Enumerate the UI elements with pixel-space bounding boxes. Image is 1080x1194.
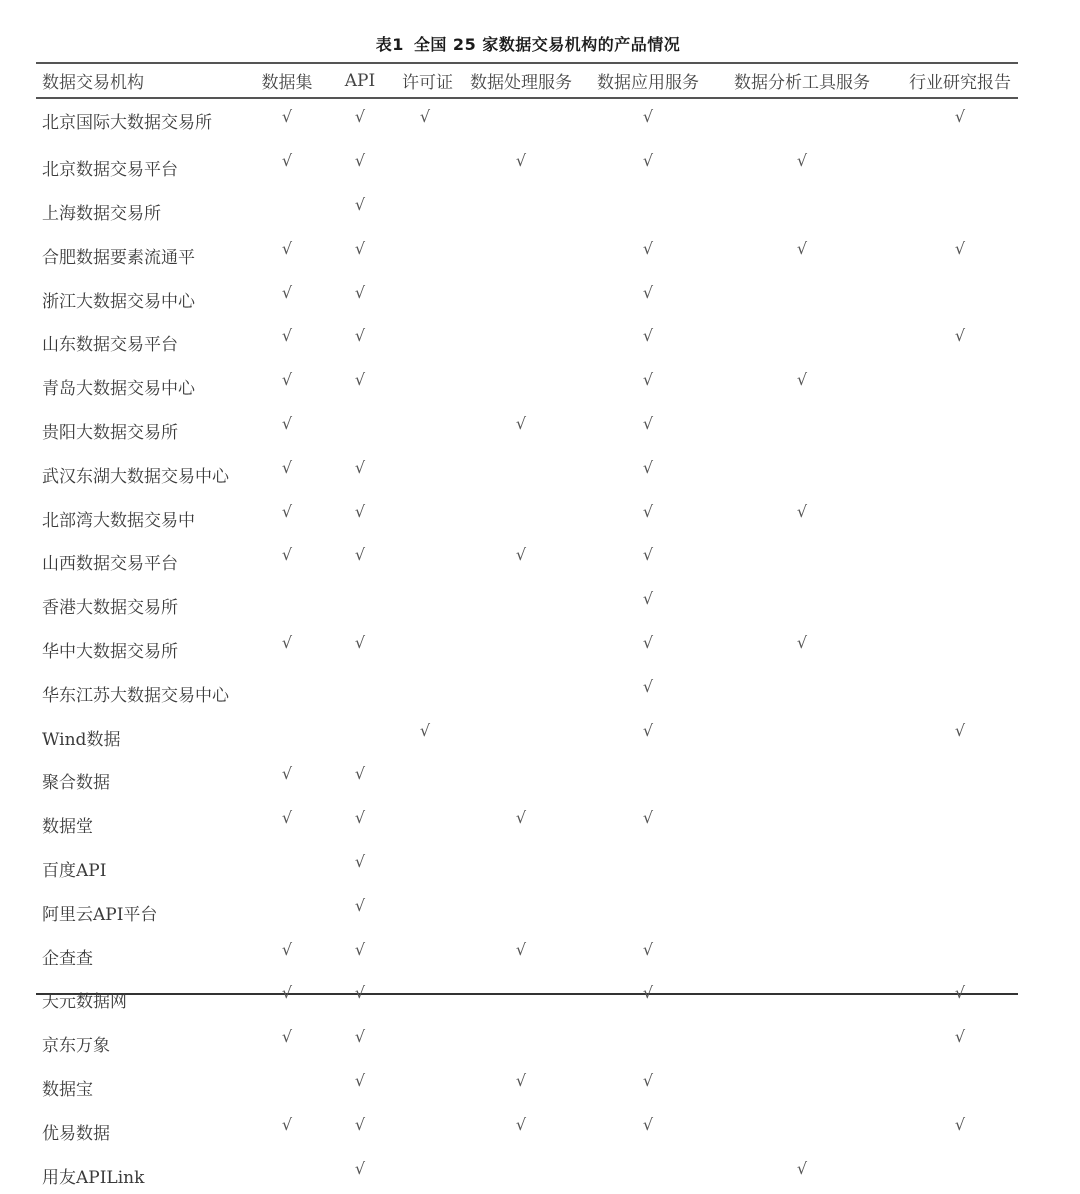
table-row xyxy=(36,274,1018,318)
org-name: 百度API xyxy=(42,860,107,881)
check-license xyxy=(402,1150,448,1194)
check-dataset xyxy=(256,581,318,625)
check-api xyxy=(318,712,402,756)
table-row xyxy=(36,975,1018,1019)
check-analysis-tools xyxy=(702,756,902,800)
check-analysis-tools xyxy=(702,406,902,450)
org-name: 优易数据 xyxy=(42,1123,110,1144)
header-org: 数据交易机构 xyxy=(42,73,144,93)
check-dataset: √ xyxy=(281,1027,293,1047)
product-table xyxy=(36,64,1018,1194)
check-license xyxy=(402,668,448,712)
org-name: 香港大数据交易所 xyxy=(42,598,178,619)
check-license xyxy=(402,274,448,318)
header-api: API xyxy=(344,70,376,91)
check-api: √ xyxy=(354,939,366,959)
org-name: 北京数据交易平台 xyxy=(42,160,178,181)
org-name: 华东江苏大数据交易中心 xyxy=(42,685,229,706)
check-data-processing xyxy=(448,756,594,800)
org-name: 浙江大数据交易中心 xyxy=(42,291,195,312)
table-row xyxy=(36,187,1018,231)
check-data-application xyxy=(594,1019,702,1063)
check-dataset xyxy=(256,887,318,931)
check-industry-report: √ xyxy=(954,1027,966,1047)
header-data-application: 数据应用服务 xyxy=(597,73,699,93)
check-data-application xyxy=(594,844,702,888)
check-dataset xyxy=(256,844,318,888)
check-data-processing: √ xyxy=(515,545,527,565)
table-row xyxy=(36,581,1018,625)
table-row xyxy=(36,143,1018,187)
check-data-application: √ xyxy=(642,370,654,390)
check-api: √ xyxy=(354,326,366,346)
check-industry-report xyxy=(902,756,1018,800)
org-name: 武汉东湖大数据交易中心 xyxy=(42,466,229,487)
check-analysis-tools xyxy=(702,581,902,625)
check-api: √ xyxy=(354,107,366,127)
table-caption xyxy=(0,32,1056,55)
check-industry-report xyxy=(902,625,1018,669)
check-api: √ xyxy=(354,851,366,871)
header-row xyxy=(36,64,1018,97)
check-api: √ xyxy=(354,895,366,915)
table-row xyxy=(36,668,1018,712)
check-dataset: √ xyxy=(281,983,293,1003)
check-license xyxy=(402,187,448,231)
check-analysis-tools xyxy=(702,800,902,844)
check-dataset xyxy=(256,712,318,756)
check-data-processing xyxy=(448,1019,594,1063)
check-data-processing: √ xyxy=(515,1070,527,1090)
header-license: 许可证 xyxy=(402,73,453,93)
table-row xyxy=(36,887,1018,931)
table-row xyxy=(36,362,1018,406)
table-number: 表1 xyxy=(375,35,404,54)
check-analysis-tools xyxy=(702,1106,902,1150)
check-analysis-tools xyxy=(702,844,902,888)
check-data-processing xyxy=(448,581,594,625)
check-analysis-tools: √ xyxy=(796,632,808,652)
table-row xyxy=(36,1106,1018,1150)
table-row xyxy=(36,844,1018,888)
check-industry-report: √ xyxy=(954,1114,966,1134)
table-row xyxy=(36,406,1018,450)
check-analysis-tools xyxy=(702,1019,902,1063)
org-name: 山东数据交易平台 xyxy=(42,335,178,356)
check-data-processing xyxy=(448,668,594,712)
check-api xyxy=(318,406,402,450)
check-api: √ xyxy=(354,194,366,214)
check-dataset: √ xyxy=(281,501,293,521)
check-data-application: √ xyxy=(642,545,654,565)
check-license xyxy=(402,1106,448,1150)
check-data-processing: √ xyxy=(515,808,527,828)
check-analysis-tools xyxy=(702,668,902,712)
table-row xyxy=(36,756,1018,800)
check-api xyxy=(318,581,402,625)
check-industry-report xyxy=(902,362,1018,406)
table-row xyxy=(36,449,1018,493)
check-api: √ xyxy=(354,1070,366,1090)
check-analysis-tools: √ xyxy=(796,1158,808,1178)
check-industry-report: √ xyxy=(954,238,966,258)
org-name: 京东万象 xyxy=(42,1036,110,1057)
check-dataset: √ xyxy=(281,151,293,171)
check-data-processing xyxy=(448,449,594,493)
check-industry-report: √ xyxy=(954,107,966,127)
table-row xyxy=(36,712,1018,756)
table-row xyxy=(36,800,1018,844)
check-api: √ xyxy=(354,764,366,784)
table-row xyxy=(36,97,1018,143)
check-data-application: √ xyxy=(642,939,654,959)
check-analysis-tools xyxy=(702,931,902,975)
check-data-application xyxy=(594,1150,702,1194)
check-license xyxy=(402,756,448,800)
check-dataset xyxy=(256,1150,318,1194)
check-dataset: √ xyxy=(281,238,293,258)
check-dataset: √ xyxy=(281,808,293,828)
check-data-processing xyxy=(448,230,594,274)
org-name: 聚合数据 xyxy=(42,773,110,794)
check-data-application: √ xyxy=(642,676,654,696)
table-body xyxy=(36,97,1018,1194)
check-api: √ xyxy=(354,238,366,258)
check-dataset: √ xyxy=(281,632,293,652)
check-license xyxy=(402,318,448,362)
check-industry-report xyxy=(902,887,1018,931)
org-name: 上海数据交易所 xyxy=(42,203,161,224)
check-api: √ xyxy=(354,282,366,302)
header-industry-report: 行业研究报告 xyxy=(909,73,1011,93)
check-data-application: √ xyxy=(642,326,654,346)
check-data-processing xyxy=(448,187,594,231)
check-industry-report: √ xyxy=(954,720,966,740)
check-analysis-tools xyxy=(702,449,902,493)
check-dataset: √ xyxy=(281,282,293,302)
check-analysis-tools xyxy=(702,97,902,143)
check-api: √ xyxy=(354,983,366,1003)
check-dataset xyxy=(256,1063,318,1107)
check-data-application xyxy=(594,887,702,931)
table-title: 全国 25 家数据交易机构的产品情况 xyxy=(413,35,681,54)
check-data-application: √ xyxy=(642,808,654,828)
check-data-processing: √ xyxy=(515,151,527,171)
check-industry-report xyxy=(902,800,1018,844)
check-license xyxy=(402,887,448,931)
check-data-application: √ xyxy=(642,720,654,740)
org-name: 阿里云API平台 xyxy=(42,904,158,925)
check-industry-report xyxy=(902,274,1018,318)
check-industry-report xyxy=(902,537,1018,581)
check-data-processing xyxy=(448,712,594,756)
check-industry-report xyxy=(902,143,1018,187)
check-api: √ xyxy=(354,1114,366,1134)
check-data-application: √ xyxy=(642,151,654,171)
check-api: √ xyxy=(354,457,366,477)
check-dataset xyxy=(256,668,318,712)
org-name: 数据堂 xyxy=(42,817,93,838)
check-analysis-tools: √ xyxy=(796,370,808,390)
check-license xyxy=(402,581,448,625)
check-analysis-tools xyxy=(702,537,902,581)
header-dataset: 数据集 xyxy=(261,73,313,93)
check-dataset: √ xyxy=(281,764,293,784)
check-data-processing: √ xyxy=(515,939,527,959)
check-license xyxy=(402,537,448,581)
check-license xyxy=(402,800,448,844)
check-data-processing xyxy=(448,975,594,1019)
check-data-processing xyxy=(448,274,594,318)
check-industry-report xyxy=(902,581,1018,625)
check-industry-report: √ xyxy=(954,326,966,346)
check-license xyxy=(402,1063,448,1107)
check-analysis-tools xyxy=(702,318,902,362)
check-data-processing xyxy=(448,318,594,362)
check-license xyxy=(402,230,448,274)
check-dataset: √ xyxy=(281,107,293,127)
check-data-application: √ xyxy=(642,107,654,127)
table-row xyxy=(36,1019,1018,1063)
check-api: √ xyxy=(354,545,366,565)
check-industry-report xyxy=(902,406,1018,450)
check-data-application: √ xyxy=(642,457,654,477)
check-data-processing: √ xyxy=(515,1114,527,1134)
check-license xyxy=(402,931,448,975)
check-dataset xyxy=(256,187,318,231)
table-row xyxy=(36,625,1018,669)
check-dataset: √ xyxy=(281,326,293,346)
check-api: √ xyxy=(354,1158,366,1178)
check-api: √ xyxy=(354,632,366,652)
check-analysis-tools xyxy=(702,1063,902,1107)
org-name: 华中大数据交易所 xyxy=(42,641,178,662)
check-license xyxy=(402,625,448,669)
org-name: 企查查 xyxy=(42,948,93,969)
check-industry-report xyxy=(902,449,1018,493)
org-name: 青岛大数据交易中心 xyxy=(42,379,195,400)
check-dataset: √ xyxy=(281,1114,293,1134)
table-row xyxy=(36,1063,1018,1107)
table-row xyxy=(36,493,1018,537)
org-name: 用友APILink xyxy=(42,1167,145,1188)
check-data-application: √ xyxy=(642,983,654,1003)
check-data-application: √ xyxy=(642,589,654,609)
check-api: √ xyxy=(354,370,366,390)
check-analysis-tools: √ xyxy=(796,151,808,171)
org-name: 合肥数据要素流通平 xyxy=(42,247,195,268)
check-analysis-tools: √ xyxy=(796,238,808,258)
check-data-application xyxy=(594,756,702,800)
table-header xyxy=(36,64,1018,97)
check-industry-report xyxy=(902,1150,1018,1194)
org-name: Wind数据 xyxy=(42,729,121,750)
check-data-application: √ xyxy=(642,282,654,302)
check-industry-report xyxy=(902,187,1018,231)
check-data-application: √ xyxy=(642,238,654,258)
check-analysis-tools xyxy=(702,712,902,756)
check-api: √ xyxy=(354,501,366,521)
check-api: √ xyxy=(354,808,366,828)
check-license xyxy=(402,1019,448,1063)
check-data-processing xyxy=(448,362,594,406)
check-data-application xyxy=(594,187,702,231)
check-data-processing xyxy=(448,493,594,537)
check-data-processing xyxy=(448,97,594,143)
header-analysis-tools: 数据分析工具服务 xyxy=(734,73,870,93)
check-analysis-tools xyxy=(702,187,902,231)
check-license: √ xyxy=(419,107,431,127)
check-data-application: √ xyxy=(642,413,654,433)
check-industry-report xyxy=(902,844,1018,888)
check-api: √ xyxy=(354,1027,366,1047)
check-industry-report xyxy=(902,668,1018,712)
check-license xyxy=(402,406,448,450)
org-name: 贵阳大数据交易所 xyxy=(42,422,178,443)
org-name: 山西数据交易平台 xyxy=(42,554,178,575)
check-dataset: √ xyxy=(281,457,293,477)
org-name: 天元数据网 xyxy=(42,992,127,1013)
check-data-application: √ xyxy=(642,501,654,521)
check-data-processing xyxy=(448,844,594,888)
check-dataset: √ xyxy=(281,939,293,959)
check-api xyxy=(318,668,402,712)
org-name: 北部湾大数据交易中 xyxy=(42,510,195,531)
check-analysis-tools: √ xyxy=(796,501,808,521)
check-license xyxy=(402,493,448,537)
check-license xyxy=(402,449,448,493)
org-name: 数据宝 xyxy=(42,1079,93,1100)
check-dataset: √ xyxy=(281,370,293,390)
check-data-application: √ xyxy=(642,632,654,652)
table-row xyxy=(36,230,1018,274)
check-analysis-tools xyxy=(702,975,902,1019)
check-license xyxy=(402,362,448,406)
check-license xyxy=(402,844,448,888)
check-dataset: √ xyxy=(281,413,293,433)
table-row xyxy=(36,537,1018,581)
check-data-processing xyxy=(448,1150,594,1194)
check-data-processing xyxy=(448,887,594,931)
check-industry-report xyxy=(902,493,1018,537)
check-license xyxy=(402,143,448,187)
table-row xyxy=(36,1150,1018,1194)
check-data-application: √ xyxy=(642,1070,654,1090)
check-license xyxy=(402,975,448,1019)
check-license: √ xyxy=(419,720,431,740)
check-data-processing xyxy=(448,625,594,669)
check-analysis-tools xyxy=(702,274,902,318)
org-name: 北京国际大数据交易所 xyxy=(42,113,212,134)
header-data-processing: 数据处理服务 xyxy=(470,73,572,93)
check-dataset: √ xyxy=(281,545,293,565)
check-api: √ xyxy=(354,151,366,171)
table-row xyxy=(36,318,1018,362)
check-industry-report xyxy=(902,931,1018,975)
check-analysis-tools xyxy=(702,887,902,931)
check-data-application: √ xyxy=(642,1114,654,1134)
check-industry-report xyxy=(902,1063,1018,1107)
check-industry-report: √ xyxy=(954,983,966,1003)
check-data-processing: √ xyxy=(515,413,527,433)
table-row xyxy=(36,931,1018,975)
